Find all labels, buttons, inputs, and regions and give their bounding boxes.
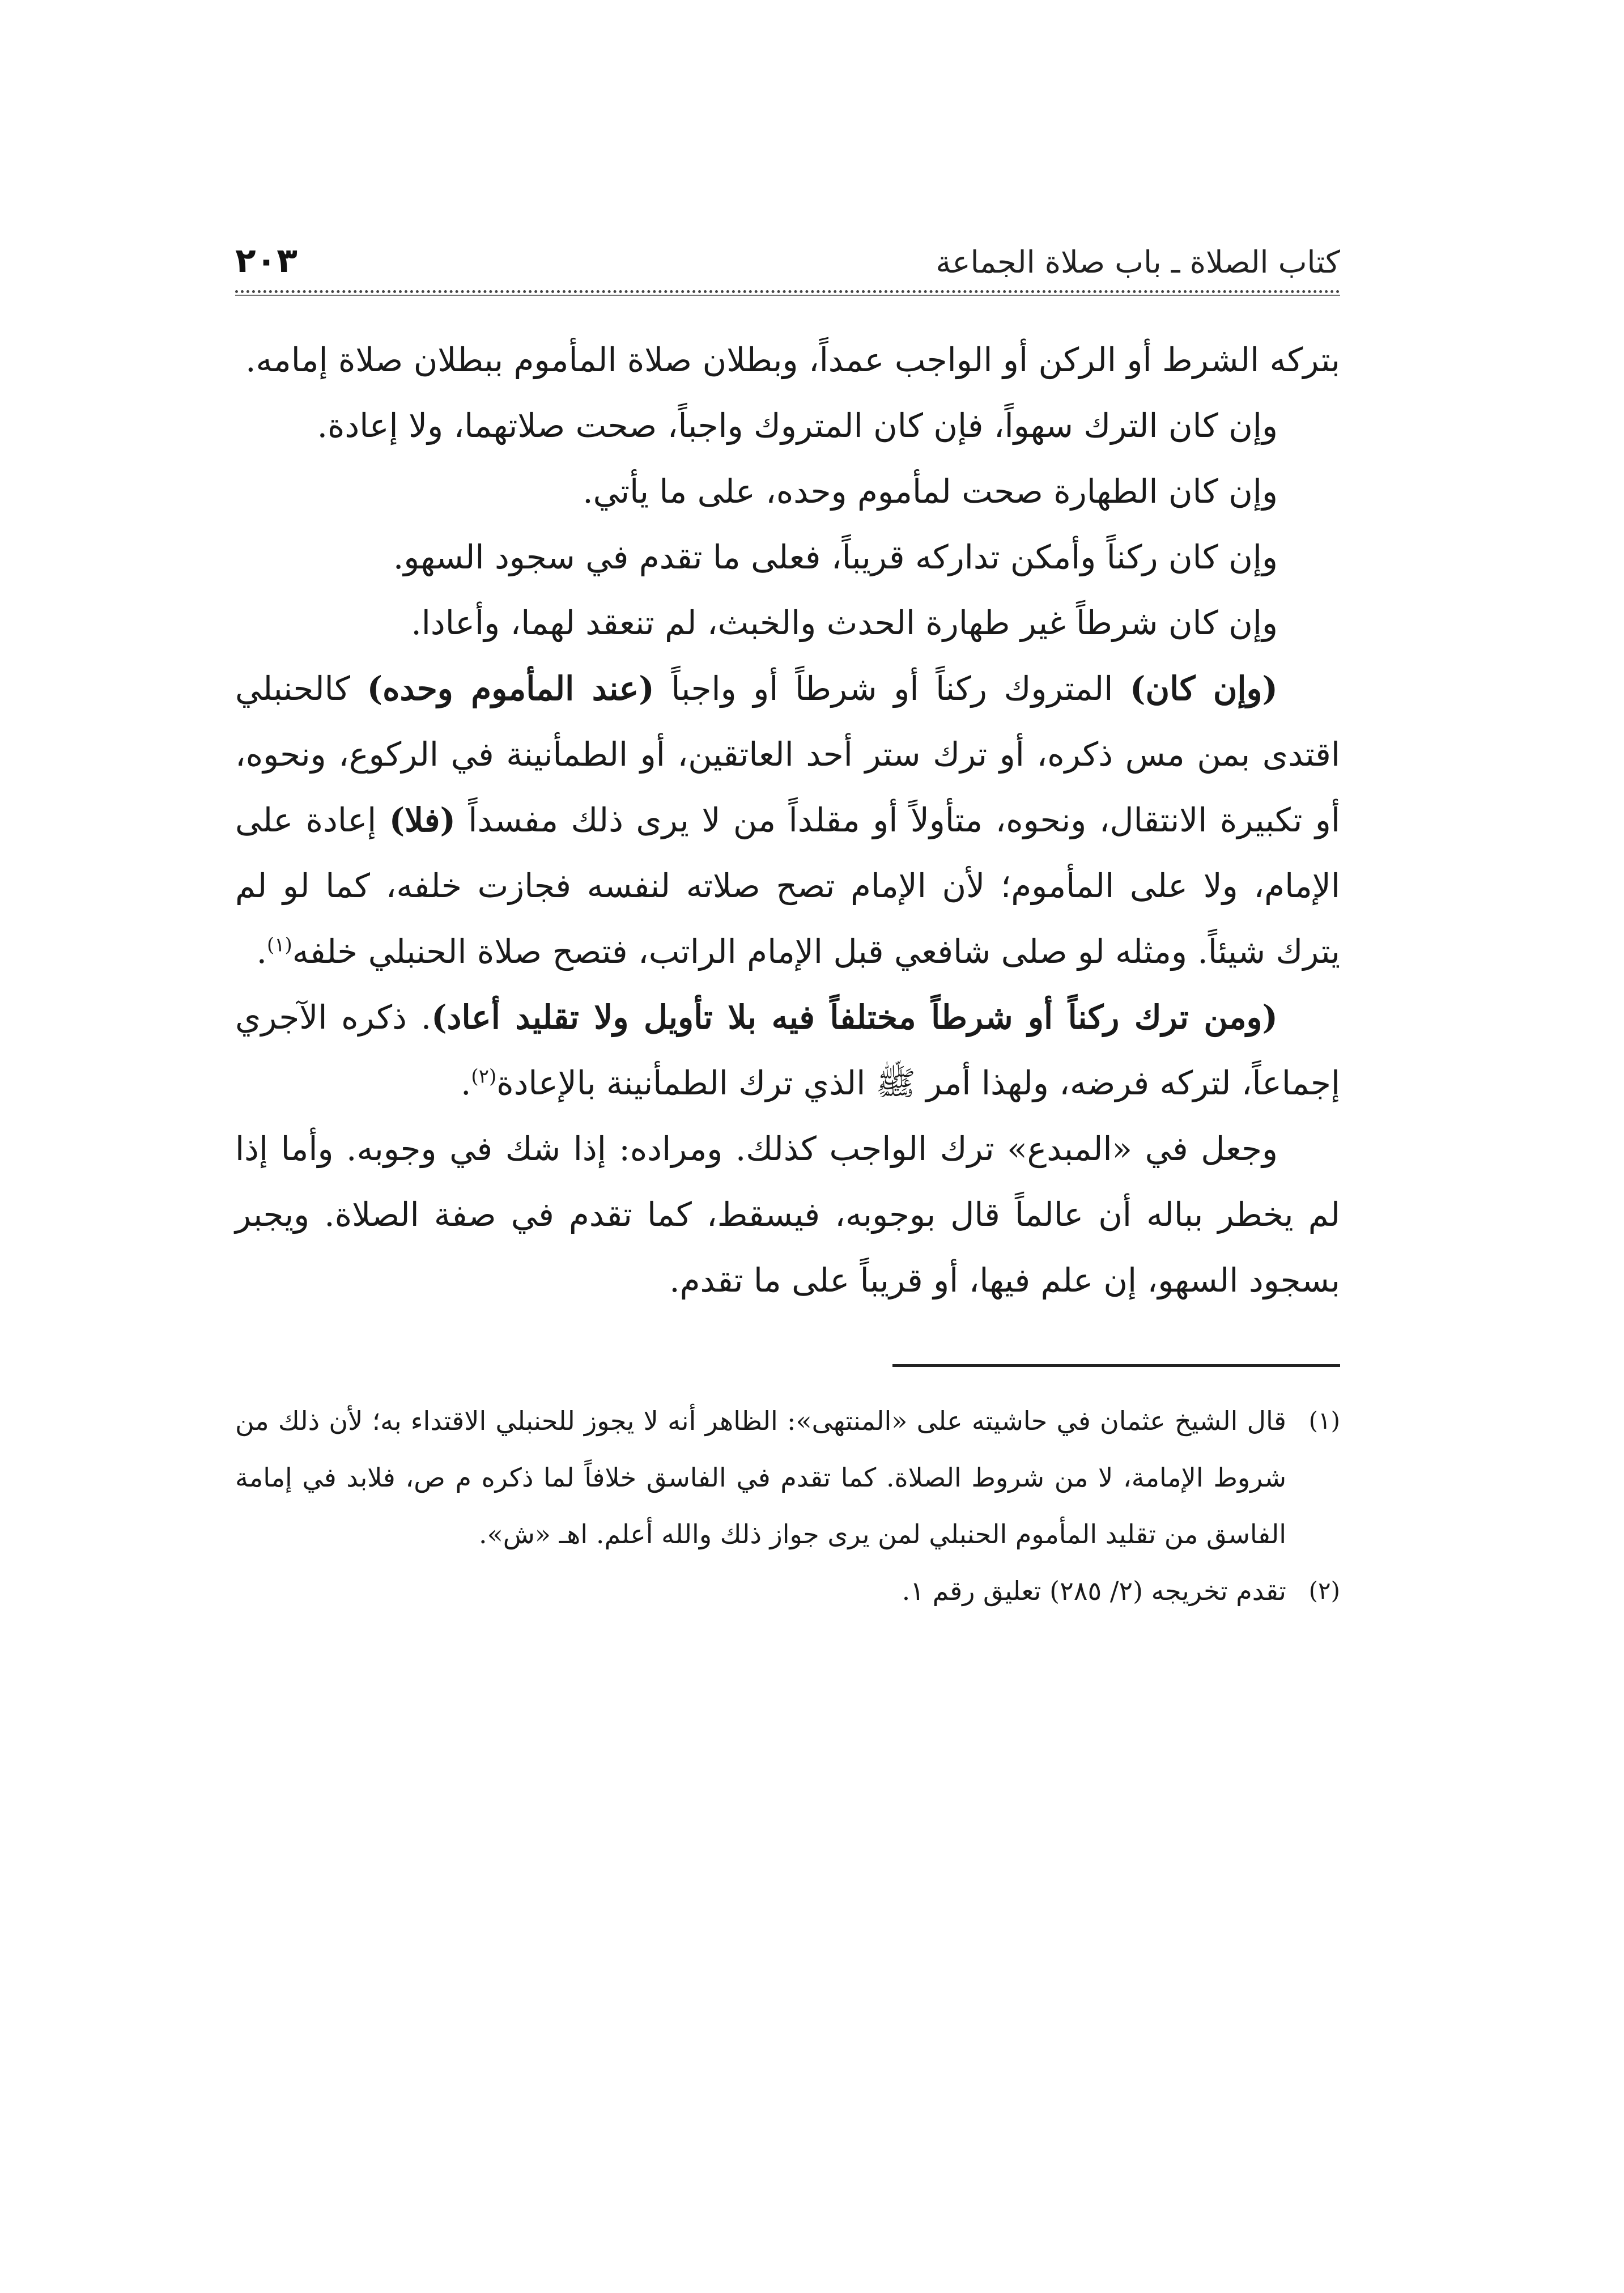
header-rule	[235, 290, 1340, 293]
paragraph-4: وإن كان ركناً وأمكن تداركه قريباً، فعلى ما تقدم في سجود السهو.	[393, 538, 1278, 576]
paragraph-6	[235, 656, 1340, 984]
paragraph-8: وجعل في «المبدع» ترك الواجب كذلك. ومراده: إذا شك في وجوبه. وأما إذا لم يخطر بباله أن عالماً قال بوجوبه، فيسقط، كما تقدم في صفة الصلاة. ويجبر بسجود السهو، إن علم فيها، أو قريباً على ما تقدم.	[235, 1129, 1340, 1300]
paragraph-7	[235, 984, 1340, 1116]
footnote-text: تقدم تخريجه (٢/ ٢٨٥) تعليق رقم ١.	[902, 1576, 1286, 1606]
sharh-text: . ذكره الآجري إجماعاً، لتركه فرضه، ولهذا أمر ﷺ الذي ترك الطمأنينة بالإعادة	[235, 998, 1340, 1102]
book-page	[235, 227, 1340, 2142]
matn-phrase: (فلا)	[389, 801, 456, 839]
paragraph-2: وإن كان الترك سهواً، فإن كان المتروك واجباً، صحت صلاتهما، ولا إعادة.	[317, 406, 1278, 445]
footnote-text: قال الشيخ عثمان في حاشيته على «المنتهى»: الظاهر أنه لا يجوز للحنبلي الاقتداء به؛ لأن ذلك من شروط الإمامة، لا من شروط الصلاة. كما تقدم في الفاسق خلافاً لما ذكره م ص، فلابد في إمامة الفاسق من تقليد المأموم الحنبلي لمن يرى جواز ذلك والله أعلم. اهـ «ش».	[235, 1405, 1286, 1549]
sentence-end: .	[460, 1064, 471, 1102]
sharh-text: كالحنبلي اقتدى بمن مس ذكره، أو ترك ستر أحد العاتقين، أو الطمأنينة في الركوع، ونحوه، أو تكبيرة الانتقال، ونحوه، متأولاً أو مقلداً من لا يرى ذلك مفسداً	[235, 669, 1341, 839]
paragraph-3: وإن كان الطهارة صحت لمأموم وحده، على ما يأتي.	[583, 472, 1278, 511]
footnote-ref-1[interactable]: (١)	[267, 933, 292, 957]
sharh-text: إعادة على الإمام، ولا على المأموم؛ لأن الإمام تصح صلاته لنفسه فجازت خلفه، كما لو لم يترك شيئاً. ومثله لو صلى شافعي قبل الإمام الراتب، فتصح صلاة الحنبلي خلفه	[235, 801, 1340, 971]
matn-phrase: (ومن ترك ركناً أو شرطاً مختلفاً فيه بلا تأويل ولا تقليد أعاد)	[431, 998, 1278, 1037]
footnotes	[235, 1392, 1340, 1619]
chapter-title: كتاب الصلاة ـ باب صلاة الجماعة	[936, 244, 1340, 280]
running-header	[235, 227, 1340, 281]
paragraph-1: بتركه الشرط أو الركن أو الواجب عمداً، وبطلان صلاة المأموم ببطلان صلاة إمامه.	[245, 341, 1340, 379]
footnote-number: (٢)	[1308, 1577, 1340, 1604]
footnote-2	[235, 1562, 1340, 1619]
footnote-1	[235, 1392, 1340, 1562]
footnote-separator	[892, 1364, 1340, 1367]
matn-phrase: (وإن كان)	[1130, 669, 1278, 708]
footnote-ref-2[interactable]: (٢)	[471, 1065, 497, 1088]
sentence-end: .	[256, 932, 267, 971]
main-text	[235, 327, 1340, 1313]
paragraph-5: وإن كان شرطاً غير طهارة الحدث والخبث، لم تنعقد لهما، وأعادا.	[411, 604, 1278, 642]
sharh-text: المتروك ركناً أو شرطاً أو واجباً	[654, 669, 1130, 708]
footnote-number: (١)	[1308, 1407, 1340, 1434]
header-rule-thin	[235, 295, 1340, 296]
page-number: ٢٠٣	[235, 241, 297, 281]
matn-phrase: (عند المأموم وحده)	[367, 669, 654, 708]
